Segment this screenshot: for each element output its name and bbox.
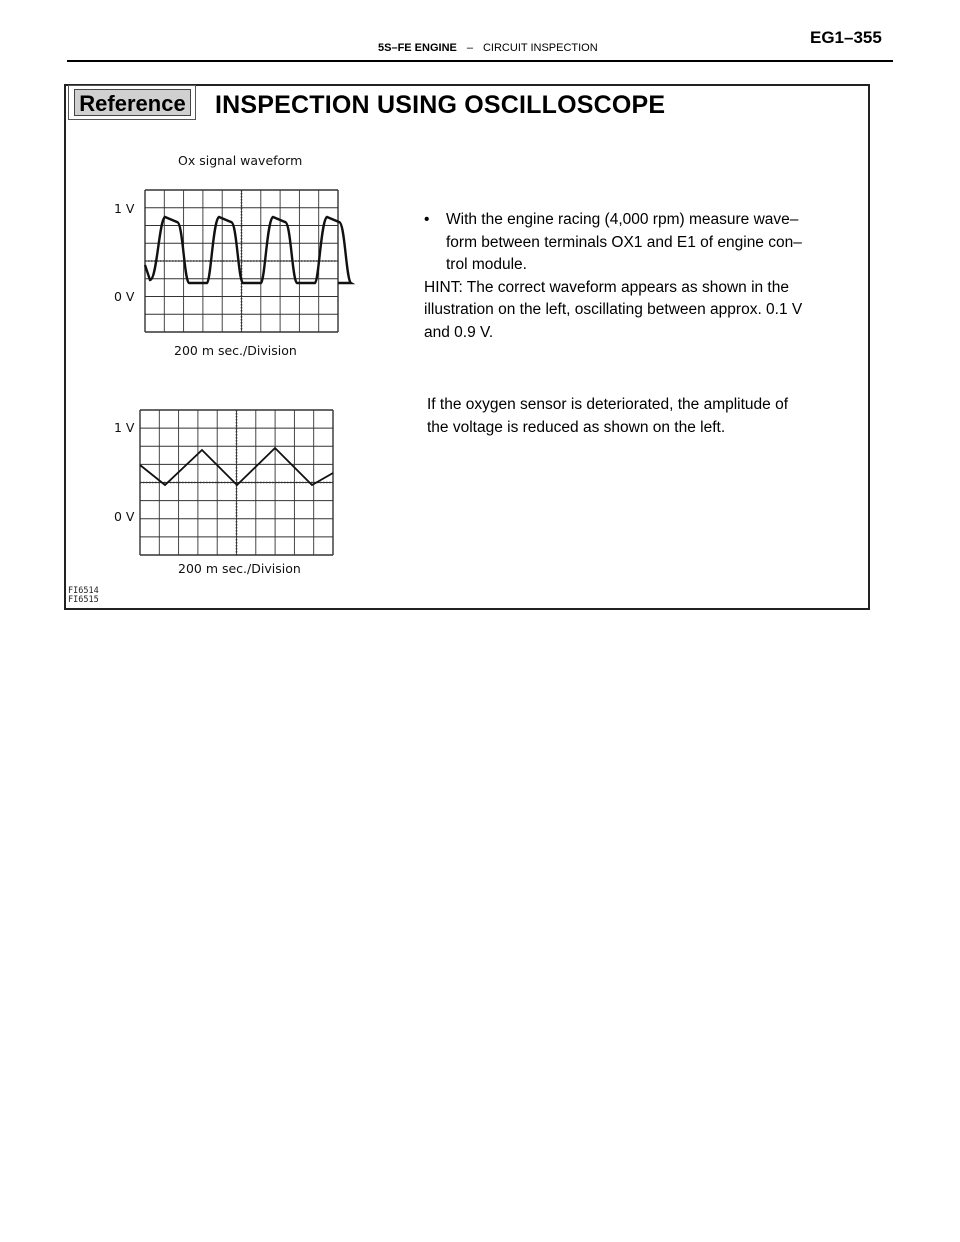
top-chart-1v-label: 1 V xyxy=(114,201,135,216)
figure-id-1: FI6514 xyxy=(68,586,99,596)
top-oscilloscope-chart xyxy=(114,190,351,358)
header-section-title: CIRCUIT INSPECTION xyxy=(482,42,598,54)
deteriorated-line-1: If the oxygen sensor is deteriorated, the amplitude of xyxy=(427,396,789,413)
header-section-engine: 5S–FE ENGINE xyxy=(378,42,457,54)
hint-line-1: HINT: The correct waveform appears as shown in the xyxy=(424,278,789,296)
bottom-chart-x-label: 200 m sec./Division xyxy=(178,561,301,576)
hint-line-3: and 0.9 V. xyxy=(424,323,494,341)
reference-badge xyxy=(68,85,196,120)
header-separator: – xyxy=(466,42,473,54)
bullet-line-2: form between terminals OX1 and E1 of engine con– xyxy=(446,233,802,251)
bullet-item xyxy=(424,209,864,277)
bottom-oscilloscope-chart xyxy=(114,410,333,576)
top-chart-grid xyxy=(145,190,338,332)
page-title: INSPECTION USING OSCILLOSCOPE xyxy=(215,91,666,119)
bottom-chart-0v-label: 0 V xyxy=(114,509,135,524)
bullet-icon: • xyxy=(424,211,430,228)
top-chart-waveform xyxy=(145,217,351,283)
top-chart-x-label: 200 m sec./Division xyxy=(174,343,297,358)
procedure-text xyxy=(424,209,864,344)
figure-id-2: FI6515 xyxy=(68,595,99,605)
figure-ids xyxy=(68,587,99,605)
oscilloscope-figure xyxy=(100,140,360,590)
hint-line-2: illustration on the left, oscillating between approx. 0.1 V xyxy=(424,301,803,318)
header-rule xyxy=(67,60,893,62)
figure-caption: Ox signal waveform xyxy=(178,153,303,168)
bottom-chart-1v-label: 1 V xyxy=(114,420,135,435)
bullet-line-1: With the engine racing (4,000 rpm) measure wave– xyxy=(446,211,799,228)
reference-badge-label: Reference xyxy=(74,89,191,116)
deteriorated-sensor-text xyxy=(427,394,847,439)
page-number: EG1–355 xyxy=(810,28,882,47)
bullet-line-3: trol module. xyxy=(446,256,527,273)
header-section xyxy=(378,42,598,54)
top-chart-0v-label: 0 V xyxy=(114,289,135,304)
deteriorated-line-2: the voltage is reduced as shown on the left. xyxy=(427,418,726,436)
